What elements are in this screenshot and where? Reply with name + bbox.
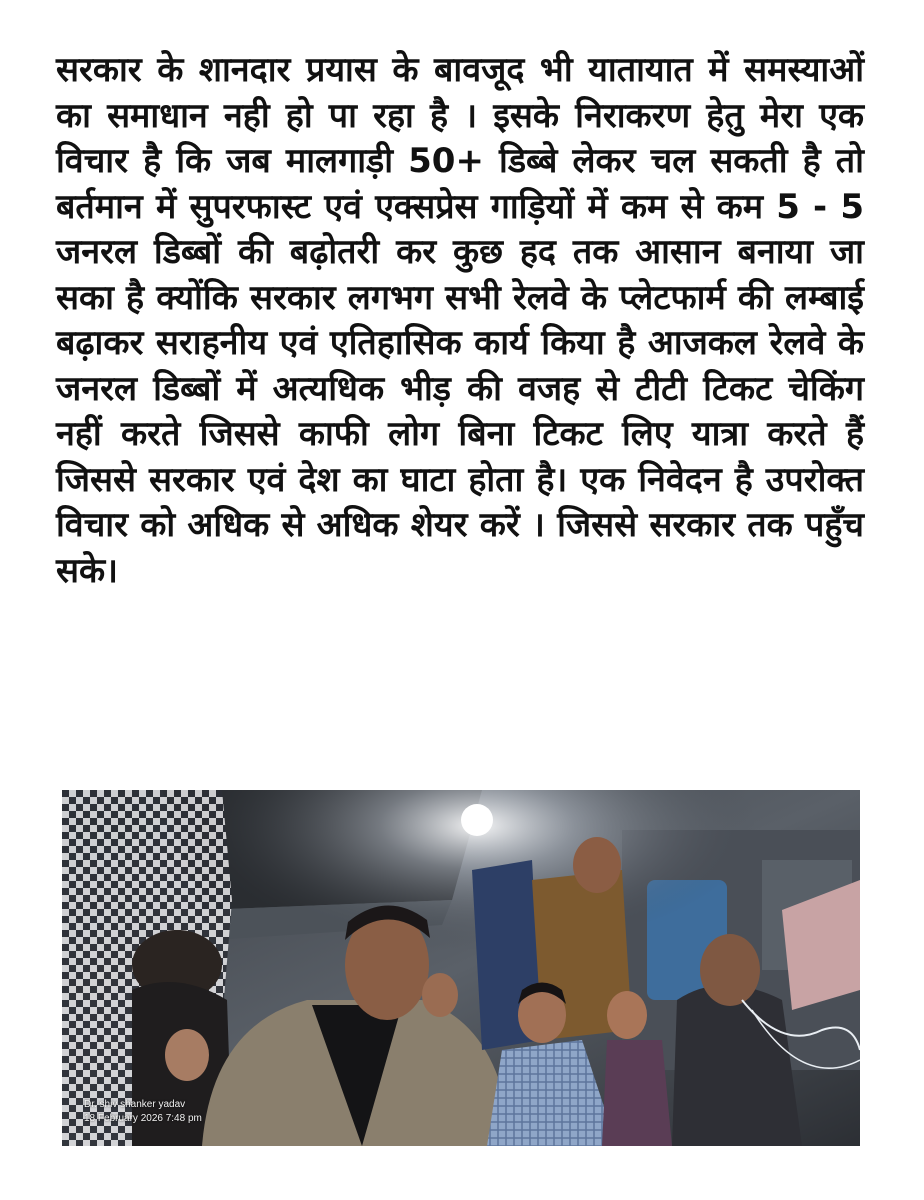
train-compartment-photo xyxy=(62,790,860,1146)
watermark-datetime: 18 February 2026 7:48 pm xyxy=(84,1113,202,1124)
photo-watermark xyxy=(84,1098,202,1126)
post-text: सरकार के शानदार प्रयास के बावजूद भी यातायात में समस्याओं का समाधान नही हो पा रहा है । इसके निराकरण हेतु मेरा एक विचार है कि जब मालगाड़ी 50+ डिब्बे लेकर चल सकती है तो बर्तमान में सुपरफास्ट एवं एक्सप्रेस गाड़ियों में कम से कम 5 - 5 जनरल डिब्बों की बढ़ोतरी कर कुछ हद तक आसान बनाया जा सका है क्योंकि सरकार लगभग सभी रेलवे के प्लेटफार्म की लम्बाई बढ़ाकर सराहनीय एवं एतिहासिक कार्य किया है आजकल रेलवे के जनरल डिब्बों में अत्यधिक भीड़ की वजह से टीटी टिकट चेकिंग नहीं करते जिससे काफी लोग बिना टिकट लिए यात्रा करते हैं जिससे सरकार एवं देश का घाटा होता है। एक निवेदन है उपरोक्त विचार को अधिक से अधिक शेयर करें । जिससे सरकार तक पहुँच सके। xyxy=(56,50,864,591)
watermark-name: Dr. shiv shanker yadav xyxy=(84,1099,186,1110)
